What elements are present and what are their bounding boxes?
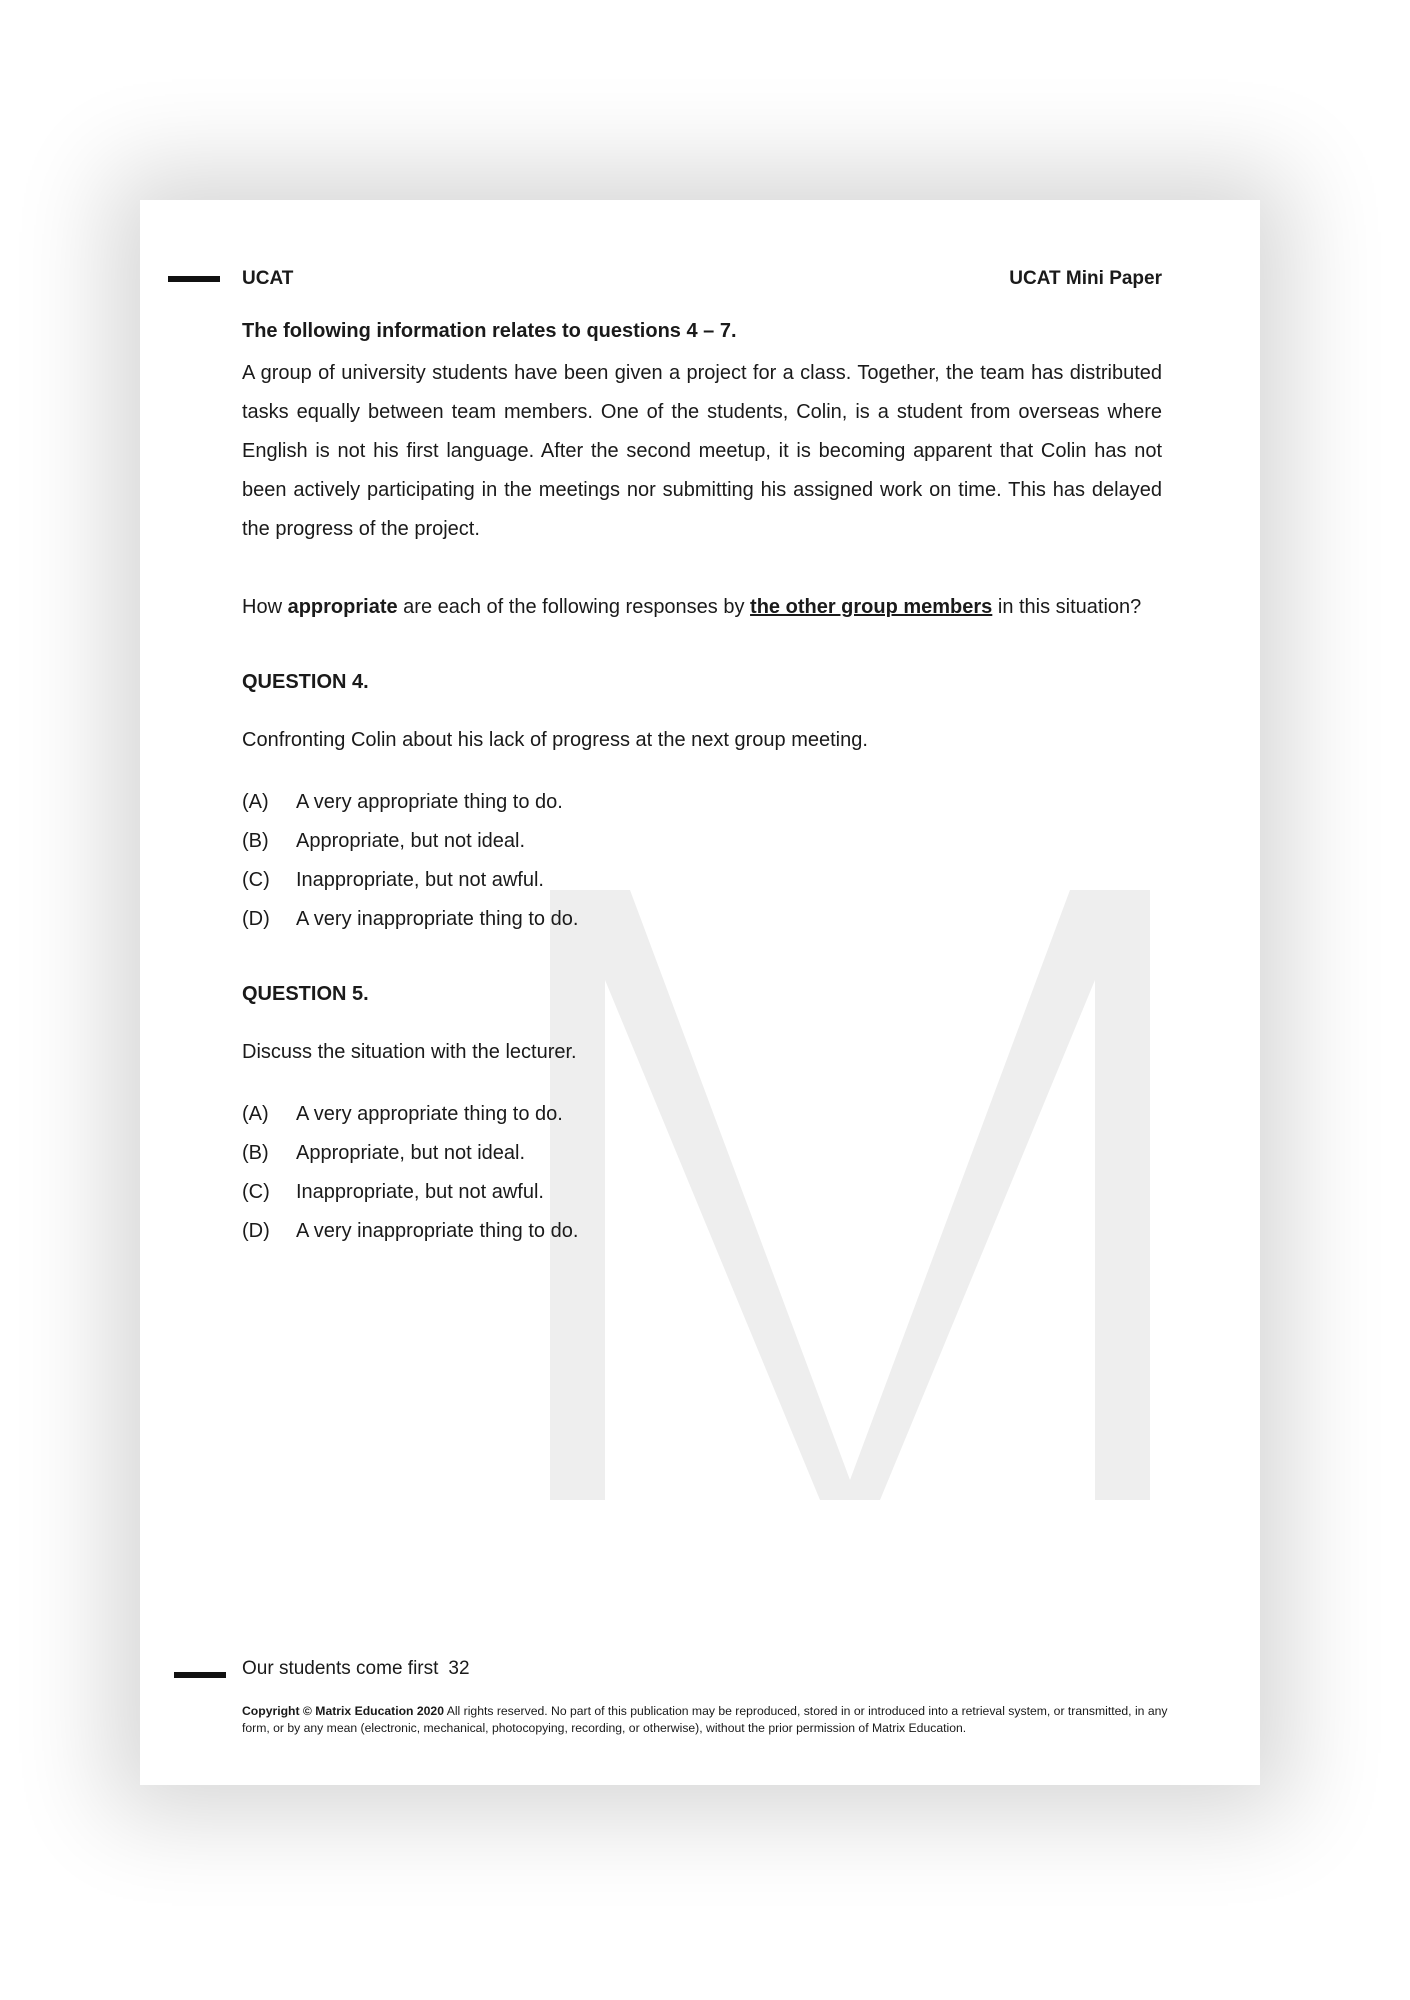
answer-option[interactable] — [242, 861, 1162, 900]
page-number: 32 — [448, 1658, 470, 1679]
answer-option[interactable] — [242, 1095, 1162, 1134]
prompt-underlined: the other group members — [750, 596, 993, 618]
option-text: Appropriate, but not ideal. — [296, 1142, 526, 1164]
question-heading: QUESTION 5. — [242, 983, 369, 1005]
question-text: Confronting Colin about his lack of progress at the next group meeting. — [242, 729, 868, 751]
document-page — [140, 200, 1260, 1785]
copyright-notice — [242, 1703, 1172, 1737]
option-text: Appropriate, but not ideal. — [296, 830, 526, 852]
prompt-text: How — [242, 596, 288, 618]
option-letter: (D) — [242, 1220, 270, 1242]
question-heading: QUESTION 4. — [242, 671, 369, 693]
option-text: Inappropriate, but not awful. — [296, 869, 544, 891]
option-letter: (A) — [242, 791, 269, 813]
copyright-text: All rights reserved. No part of this publication may be reproduced, stored in or introduced into a retrieval system, or transmitted, in any form, or by any mean (electronic, mechanical, photocopying, recording, or otherwise), without the prior permission of Matrix Education. — [242, 1704, 1168, 1735]
option-letter: (B) — [242, 1142, 269, 1164]
option-letter: (C) — [242, 869, 270, 891]
prompt-text: are each of the following responses by — [397, 596, 751, 618]
option-letter: (B) — [242, 830, 269, 852]
footer-rule — [174, 1672, 226, 1678]
question-4 — [242, 667, 1162, 939]
option-text: Inappropriate, but not awful. — [296, 1181, 544, 1203]
answer-option[interactable] — [242, 1212, 1162, 1251]
option-text: A very appropriate thing to do. — [296, 791, 563, 813]
header-rule — [168, 276, 220, 282]
option-text: A very inappropriate thing to do. — [296, 1220, 579, 1242]
option-text: A very appropriate thing to do. — [296, 1103, 563, 1125]
prompt-emphasis: appropriate — [287, 596, 398, 618]
header-title-right: UCAT Mini Paper — [1009, 268, 1162, 289]
option-letter: (C) — [242, 1181, 270, 1203]
question-5 — [242, 979, 1162, 1251]
answer-option[interactable] — [242, 1173, 1162, 1212]
header-title-left: UCAT — [242, 268, 294, 289]
page-content — [242, 316, 1162, 1251]
answer-option[interactable] — [242, 1134, 1162, 1173]
option-letter: (D) — [242, 908, 270, 930]
copyright-holder: Copyright © Matrix Education 2020 — [242, 1704, 444, 1718]
answer-option[interactable] — [242, 783, 1162, 822]
answer-options — [242, 783, 1162, 939]
prompt-text: in this situation? — [992, 596, 1142, 618]
scenario-passage: A group of university students have been given a project for a class. Together, the team has distributed tasks equally between team members. One of the students, Colin, is a student from overseas where English is not his first language. After the second meetup, it is becoming apparent that Colin has not been actively participating in the meetings nor submitting his assigned work on time. This has delayed the progress of the project. — [242, 362, 1162, 540]
option-text: A very inappropriate thing to do. — [296, 908, 579, 930]
option-letter: (A) — [242, 1103, 269, 1125]
answer-option[interactable] — [242, 822, 1162, 861]
answer-option[interactable] — [242, 900, 1162, 939]
slogan-text: Our students come first — [242, 1658, 439, 1679]
question-text: Discuss the situation with the lecturer. — [242, 1041, 577, 1063]
answer-options — [242, 1095, 1162, 1251]
footer-slogan — [242, 1658, 470, 1680]
question-prompt — [242, 588, 1162, 627]
intro-heading: The following information relates to questions 4 – 7. — [242, 320, 737, 342]
